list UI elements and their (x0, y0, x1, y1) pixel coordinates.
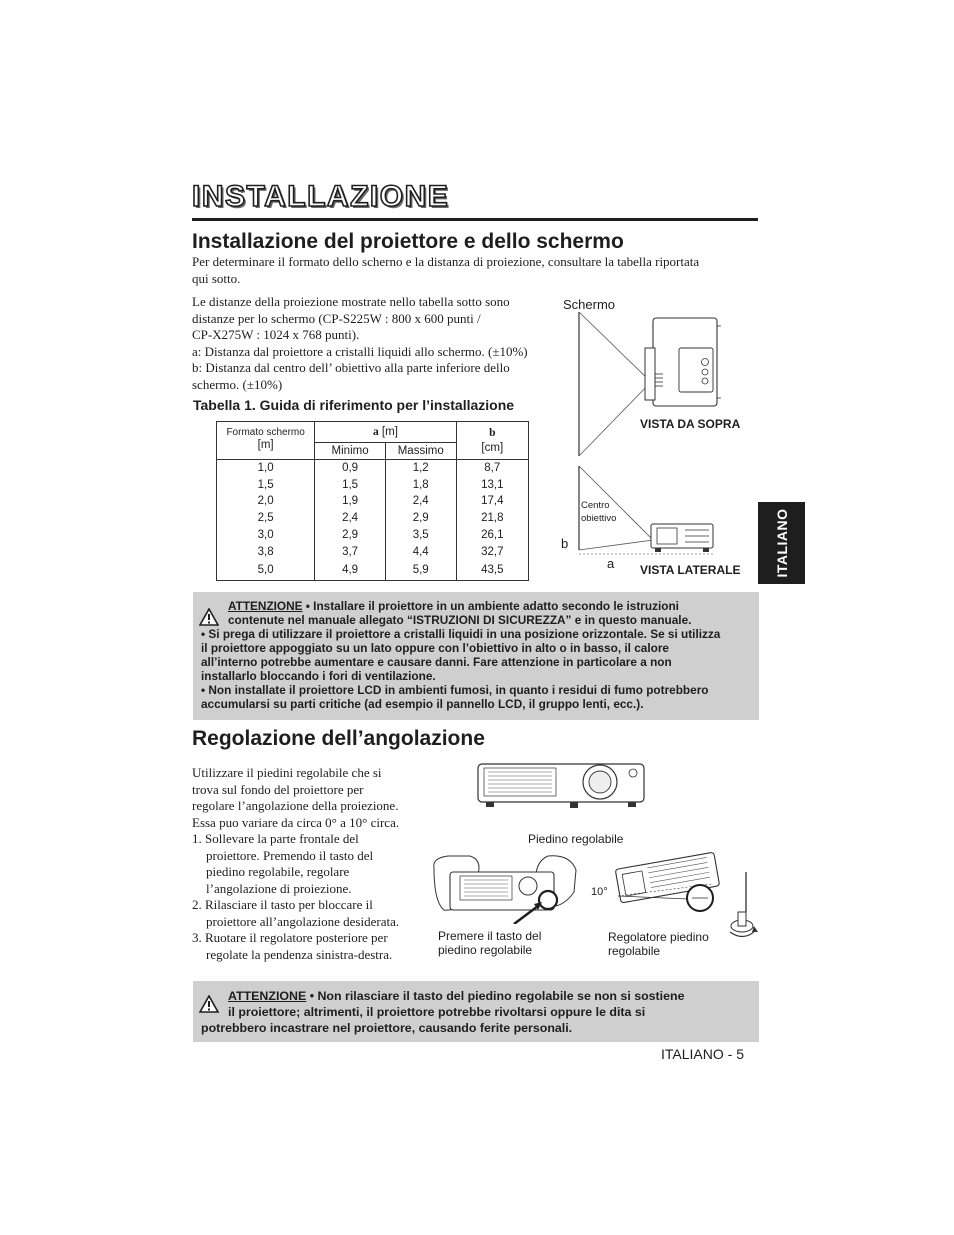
col-b (456, 422, 528, 460)
warning-box-1 (193, 592, 759, 720)
table-cell: 2,4 (385, 493, 456, 510)
angle-label: 10° (591, 886, 608, 898)
warning1-line: all’interno potrebbe aumentare e causare danni. Fare attenzione in particolare a non (201, 655, 672, 669)
warning1-line: • Si prega di utilizzare il proiettore a cristalli liquidi in una posizione orizzontale. Se si utilizza (201, 627, 721, 641)
foot-label: Piedino regolabile (528, 832, 624, 846)
adjuster-caption-line2: regolabile (608, 944, 661, 958)
table-cell: 2,9 (315, 527, 386, 544)
col-screen-size (217, 422, 315, 460)
warning2-line: potrebbero incastrare nel proiettore, causando ferite personali. (201, 1021, 573, 1035)
table-cell: 4,9 (315, 560, 386, 581)
table-cell: 2,9 (385, 510, 456, 527)
table-cell: 2,4 (315, 510, 386, 527)
top-view-diagram (575, 312, 725, 462)
table-caption: Tabella 1. Guida di riferimento per l’installazione (193, 397, 515, 413)
tilt-angle-illustration (612, 852, 762, 942)
desc-line: a: Distanza dal proiettore a cristalli liquidi allo schermo. (±10%) (192, 343, 528, 359)
col-a (315, 422, 456, 443)
warning1-line1 (201, 599, 751, 613)
table-cell: 21,8 (456, 510, 528, 527)
desc-line: distanze per lo schermo (CP-S225W : 800 x 600 punti / (192, 310, 481, 326)
lens-center-line2: obiettivo (581, 513, 617, 524)
warning1-label: ATTENZIONE (228, 599, 303, 613)
table-cell: 8,7 (456, 460, 528, 477)
table-cell: 1,5 (315, 477, 386, 494)
table-cell: 1,5 (217, 477, 315, 494)
table-cell: 32,7 (456, 544, 528, 561)
step-line: proiettore. Premendo il tasto del (206, 847, 374, 863)
table-cell: 1,9 (315, 493, 386, 510)
table-cell: 43,5 (456, 560, 528, 581)
table-cell: 4,4 (385, 544, 456, 561)
section2-heading: Regolazione dell’angolazione (192, 727, 485, 750)
step-line: l’angolazione di proiezione. (206, 880, 352, 896)
warning1-line: contenute nel manuale allegato “ISTRUZIONI DI SICUREZZA” e in questo manuale. (228, 613, 692, 627)
col-screen-size-label: Formato schermo (226, 427, 305, 438)
press-button-caption (438, 929, 541, 957)
intro-line: trova sul fondo del proiettore per (192, 781, 364, 797)
col-a-min: Minimo (315, 443, 386, 460)
table-row (217, 493, 529, 510)
step-line: regolate la pendenza sinistra-destra. (206, 946, 393, 962)
desc-line: Le distanze della proiezione mostrate nello tabella sotto sono (192, 294, 510, 309)
intro-line: Essa puo variare da circa 0° a 10° circa. (192, 814, 400, 830)
warning-icon (199, 608, 219, 626)
intro-line: Utilizzare il piedini regolabile che si (192, 765, 382, 780)
warning1-text: • Installare il proiettore in un ambiente adatto secondo le istruzioni (302, 599, 679, 613)
col-b-unit: [cm] (481, 441, 504, 454)
table-cell: 1,0 (217, 460, 315, 477)
table-row (217, 460, 529, 477)
language-tab-label: ITALIANO (773, 508, 790, 578)
step-2 (192, 897, 399, 930)
col-b-letter: b (489, 426, 496, 439)
press-foot-illustration (430, 852, 580, 924)
table-cell: 1,8 (385, 477, 456, 494)
a-label: a (607, 556, 615, 571)
warning2-text: • Non rilasciare il tasto del piedino regolabile se non si sostiene (306, 989, 685, 1003)
steps-list (192, 831, 399, 963)
table-cell: 0,9 (315, 460, 386, 477)
desc-line: schermo. (±10%) (192, 376, 283, 392)
step-line: proiettore all’angolazione desiderata. (206, 913, 400, 929)
warning1-line: il proiettore appoggiato su un lato oppure con l’obiettivo in alto o in basso, il calore (201, 641, 669, 655)
warning-box-2 (193, 981, 759, 1042)
desc-line: b: Distanza dal centro dell’ obiettivo alla parte inferiore dello (192, 360, 510, 375)
table-row (217, 560, 529, 581)
col-screen-size-unit: [m] (257, 439, 274, 451)
table-row (217, 477, 529, 494)
table-cell: 17,4 (456, 493, 528, 510)
top-view-label: VISTA DA SOPRA (640, 417, 741, 431)
section1-heading: Installazione del proiettore e dello schermo (192, 230, 624, 253)
warning1-line: • Non installate il proiettore LCD in ambienti fumosi, in quanto i residui di fumo potrebbero (201, 683, 709, 697)
table-cell: 2,0 (217, 493, 315, 510)
table-cell: 26,1 (456, 527, 528, 544)
table-cell: 3,7 (315, 544, 386, 561)
side-view-label: VISTA LATERALE (640, 563, 741, 577)
col-a-max: Massimo (385, 443, 456, 460)
table-cell: 3,5 (385, 527, 456, 544)
step-line: 3. Ruotare il regolatore posteriore per (192, 930, 388, 945)
warning2-label: ATTENZIONE (228, 989, 307, 1003)
desc-line: CP-X275W : 1024 x 768 punti). (192, 327, 360, 342)
section2-intro (192, 765, 399, 831)
section1-description (192, 294, 528, 393)
step-3 (192, 930, 399, 963)
press-caption-line1: Premere il tasto del (438, 929, 542, 943)
step-1 (192, 831, 399, 897)
warning2-line1 (201, 988, 751, 1004)
screen-label: Schermo (563, 297, 616, 312)
table-row (217, 510, 529, 527)
b-label: b (561, 536, 569, 551)
table-cell: 2,5 (217, 510, 315, 527)
warning1-line: installarlo bloccando i fori di ventilazione. (201, 669, 436, 683)
intro-line: regolare l’angolazione della proiezione. (192, 798, 399, 813)
adjuster-caption (608, 930, 709, 958)
page-footer: ITALIANO - 5 (661, 1046, 744, 1062)
warning2-line: il proiettore; altrimenti, il proiettore potrebbe rivoltarsi oppure le dita si (228, 1005, 646, 1019)
step-line: 1. Sollevare la parte frontale del (192, 831, 359, 846)
installation-reference-table (216, 421, 529, 581)
section1-intro-line1: Per determinare il formato dello scherno e la distanza di proiezione, consultare la tabella riportata (192, 254, 700, 269)
page-title: INSTALLAZIONE (192, 180, 450, 213)
lens-center-line1: Centro (581, 500, 610, 511)
table-body (217, 460, 529, 581)
projector-front-illustration (476, 760, 648, 810)
warning1-line: accumularsi su parti critiche (ad esempio il pannello LCD, il gruppo lenti, ecc.). (201, 697, 644, 711)
press-caption-line2: piedino regolabile (438, 943, 533, 957)
title-rule (192, 218, 758, 221)
table-row (217, 527, 529, 544)
adjuster-caption-line1: Regolatore piedino (608, 930, 709, 944)
step-line: piedino regolabile, regolare (206, 864, 350, 879)
table-cell: 3,0 (217, 527, 315, 544)
col-a-letter: a (372, 426, 379, 438)
col-a-unit: [m] (378, 426, 398, 438)
lens-center-label (581, 499, 616, 525)
table-cell: 13,1 (456, 477, 528, 494)
table-cell: 3,8 (217, 544, 315, 561)
table-row (217, 544, 529, 561)
step-line: 2. Rilasciare il tasto per bloccare il (192, 897, 373, 912)
language-tab (758, 502, 805, 584)
table-cell: 1,2 (385, 460, 456, 477)
table-cell: 5,0 (217, 560, 315, 581)
section1-intro-line2: qui sotto. (192, 271, 241, 286)
warning-icon (199, 995, 219, 1013)
table-cell: 5,9 (385, 560, 456, 581)
